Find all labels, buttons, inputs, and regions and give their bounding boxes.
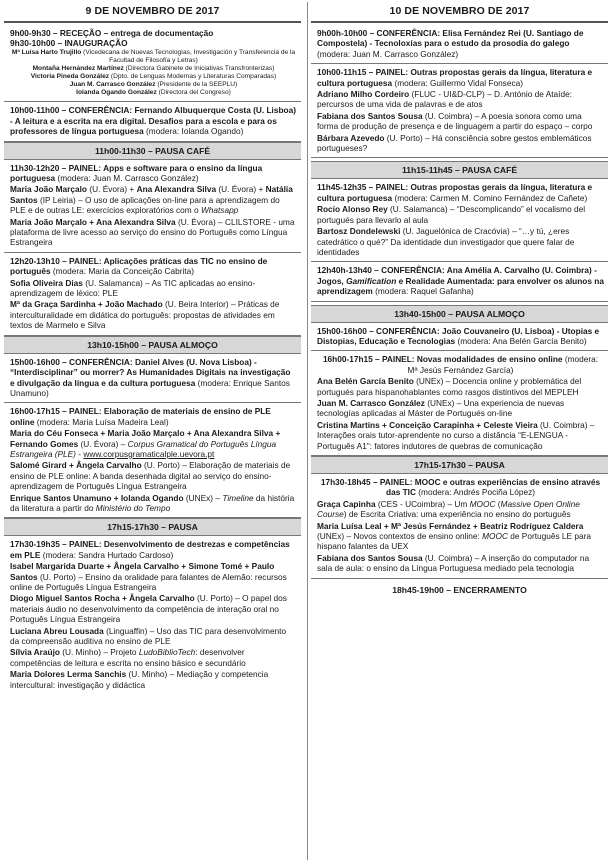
day1-opening (4, 25, 301, 102)
conference-title: 9h00h-10h00 – CONFERÊNCIA: Elisa Fernández Rei (U. Santiago de Compostela) - Tecnoloxías para o estudo da prosodia do galego (317, 28, 584, 49)
day2-coffee-break: 11h15-11h45 – PAUSA CAFÉ (311, 161, 608, 179)
reception-line: 9h00-9h30 – RECEÇÃO – entrega de documentação (10, 28, 214, 38)
presentation: Graça Capinha (CES - UCoimbra) – Um MOOC (Massive Open Online Course) de Escrita Criativa: uma experiência no ensino do português (317, 498, 580, 520)
day1-column (4, 2, 301, 694)
inauguration-line: 9h30-10h00 – INAUGURAÇÃO (10, 38, 128, 49)
moderator: (modera: Iolanda Ogando) (146, 126, 244, 137)
presentation: Juan M. Carrasco González (UNEx) – Una experiencia de nuevas tecnologías aplicadas al Máster de Portugués on-line (317, 397, 565, 419)
opening-speaker: Mª Luísa Harto Trujillo (Vicedecana de Nuevas Tecnologías, Investigación y Transferencia de la Facultad de Filosofía y Letras) (11, 48, 296, 64)
opening-speaker: Iolanda Ogando González (Directora del Congreso) (76, 89, 231, 97)
panel-title: 17h30-18h45 – PAINEL: MOOC e outras experiências de ensino através das TIC (320, 477, 601, 498)
panel-title: 11h45-12h35 – PAINEL: Outras propostas gerais da língua, literatura e cultura portuguesa (317, 182, 593, 203)
moderator: (modera: Maria Luísa Madeira Leal) (36, 416, 169, 427)
day1-conference-1 (4, 102, 301, 141)
moderator: (modera: Andrés Pociña López) (418, 487, 535, 498)
day1-title: 9 DE NOVEMBRO DE 2017 (4, 2, 301, 23)
moderator: (modera: Juan M. Carrasco González) (57, 173, 199, 183)
conference-title: 10h00-11h00 – CONFERÊNCIA: Fernando Albuquerque Costa (U. Lisboa) - A leitura e a escrita na era digital. Desafios para a escola e para os professores de língua portuguesa (10, 105, 296, 137)
panel-title: 10h00-11h15 – PAINEL: Outras propostas gerais da língua, literatura e cultura portuguesa (317, 67, 593, 88)
presentation: Luciana Abreu Lousada (Linguaffin) – Uso das TIC para desenvolvimento da compreensão auditiva no ensino de PLE (10, 625, 287, 647)
presentation: Maria do Céu Fonseca + Maria João Marçalo + Ana Alexandra Silva + Fernando Gomes (U. Évora) – Corpus Gramatical do Português Língua Estrangeira (PLE) - www.corpusgramaticalple.uevora.pt (10, 428, 281, 459)
column-divider (307, 2, 308, 860)
day2-column (311, 2, 608, 598)
day1-conference-2 (4, 354, 301, 404)
day1-break: 17h15-17h30 – PAUSA (4, 518, 301, 536)
presentation: Rocío Alonso Rey (U. Salamanca) – “Descomplicando” el vocalismo del portugués para llevarlo al aula (317, 204, 586, 225)
day2-panel-general-1 (311, 64, 608, 158)
presentation: Sofia Oliveira Dias (U. Salamanca) – As TIC aplicadas ao ensino-aprendizagem de léxico: PLE (10, 277, 256, 299)
panel-title: 11h30-12h20 – PAINEL: Apps e software para o ensino da língua portuguesa (10, 162, 263, 183)
day1-panel-skills (4, 536, 301, 694)
opening-speaker: Juan M. Carrasco González (Presidente de la SEEPLU) (69, 81, 238, 89)
moderator: (modera: Maria da Conceição Cabrita) (52, 266, 194, 277)
presentation: Sílvia Araújo (U. Minho) – Projeto LudoBiblioTech: desenvolver competências de leitura e escrita no ensino básico e secundário (10, 647, 246, 668)
presentation: Ana Belén García Benito (UNEx) – Docencia online y problemática del portugués para hispanohablantes como rasgos distintivos del MEPLEH (317, 376, 582, 397)
presentation: Cristina Martins + Conceição Carapinha + Celeste Vieira (U. Coimbra) – Interações orais tutor-aprendente no curso a distância “E-LENGUA - Português A1”: fatores indutores de quebras de comunicação (317, 419, 595, 451)
presentation: Fabiana dos Santos Sousa (U. Coimbra) – A poesia sonora como uma forma de produção de presença e de linguagem a partir do espaço – corpo (317, 110, 593, 132)
presentation: Bartosz Dondelewski (U. Jaguelónica de Cracóvia) – “…y tú, ¿eres catedrático o qué?” Da identidade dun investigador que quere falar de identidades (317, 226, 575, 257)
day1-coffee-break: 11h00-11h30 – PAUSA CAFÉ (4, 142, 301, 160)
opening-speaker: Montaña Hernández Martínez (Directora Gabinete de Iniciativas Transfronterizas) (32, 65, 275, 72)
moderator: (modera: Ana Belén García Benito) (457, 335, 587, 346)
day2-panel-general-2 (311, 179, 608, 262)
day2-conference-1 (311, 25, 608, 64)
conference-title: 12h40h-13h40 – CONFERÊNCIA: Ana Amélia A. Carvalho (U. Coimbra) - Jogos, Gamification e Realidade Aumentada: para envolver os alunos na aprendizagem (317, 265, 604, 297)
presentation: Isabel Margarida Duarte + Ângela Carvalho + Simone Tomé + Paulo Santos (U. Porto) – Ensino da oralidade para falantes de Alemão: recursos online de Português Língua Estrangeira (10, 561, 287, 592)
moderator: (modera: Raquel Gafanha) (375, 286, 474, 297)
moderator: (modera: Mª Jesús Fernández García) (407, 354, 599, 375)
day2-panel-online (311, 351, 608, 456)
moderator: (modera: Carmen M. Comino Fernández de Cañete) (394, 192, 588, 203)
day2-panel-mooc (311, 474, 608, 579)
presentation: Maria João Marçalo (U. Évora) + Ana Alexandra Silva (U. Évora) + Natália Santos (IP Leiria) – O uso de aplicações on-line para a aprendizagem do PLE e de outras LE: exercícios exploratórios com o Whatsapp (10, 184, 293, 216)
panel-title: 17h30-19h35 – PAINEL: Desenvolvimento de destrezas e competências em PLE (10, 539, 290, 560)
day2-conference-2 (311, 262, 608, 301)
presentation: Fabiana dos Santos Sousa (U. Coimbra) – A inserção do computador na sala de aula: o ensino da Língua Portuguesa mediado pela tecnologia (317, 552, 590, 574)
corpus-link[interactable]: www.corpusgramaticalple.uevora.pt (83, 448, 215, 459)
opening-speaker: Victoria Pineda González (Dpto. de Lenguas Modernas y Literaturas Comparadas) (30, 73, 277, 81)
moderator: (modera: Juan M. Carrasco González) (317, 48, 459, 59)
panel-title: 16h00-17h15 – PAINEL: Novas modalidades de ensino online (322, 354, 563, 365)
presentation: Maria Luísa Leal + Mª Jesús Fernández + Beatriz Rodríguez Caldera (UNEx) – Novos contextos de ensino online: MOOC de Português LE para hispano falantes da UEX (317, 520, 591, 552)
conference-title: 15h00-16h00 – CONFERÊNCIA: Daniel Alves (U. Nova Lisboa) - “Interdisciplinar” ou morrer? As Humanidades Digitais na investigação e divulgação da língua e da cultura portuguesa (10, 356, 291, 388)
day2-title: 10 DE NOVEMBRO DE 2017 (311, 2, 608, 23)
panel-title: 12h20-13h10 – PAINEL: Aplicações práticas das TIC no ensino de português (10, 255, 268, 277)
day2-lunch-break: 13h40-15h00 – PAUSA ALMOÇO (311, 305, 608, 323)
panel-title: 16h00-17h15 – PAINEL: Elaboração de materiais de ensino de PLE online (10, 406, 271, 427)
day1-panel-materials (4, 403, 301, 518)
presentation: Mª da Graça Sardinha + João Machado (U. Beira Interior) – Práticas de interculturalidade em didática do português: propostas de atividades em textos de Marmelo e Silva (10, 299, 280, 331)
presentation: Adriano Milho Cordeiro (FLUC - UI&D-CLP) – D. António de Ataíde: percursos de uma vida de palavras e de atos (317, 89, 572, 110)
presentation: Maria João Marçalo + Ana Alexandra Silva (U. Évora) – CLILSTORE - uma plataforma de livre acesso ao serviço do ensino do Português como Língua Estrangeira (10, 216, 295, 248)
day1-panel-tic (4, 253, 301, 336)
day1-lunch-break: 13h10-15h00 – PAUSA ALMOÇO (4, 336, 301, 354)
conference-title: 15h00-16h00 – CONFERÊNCIA: João Couvaneiro (U. Lisboa) - Utopias e Distopias, Educação e Tecnologias (317, 325, 600, 346)
presentation: Maria Dolores Lerma Sanchis (U. Minho) – Mediação y competencia intercultural: investigação y didáctica (10, 669, 269, 690)
day2-conference-3 (311, 323, 608, 352)
moderator: (modera: Guillermo Vidal Fonseca) (394, 77, 523, 88)
presentation: Enrique Santos Unamuno + Iolanda Ogando (UNEx) – Timeline da história da literatura a partir do Ministério do Tempo (10, 492, 295, 513)
presentation: Diogo Miguel Santos Rocha + Ângela Carvalho (U. Porto) – O papel dos materiais áudio no desenvolvimento da competência de interação oral no Português Língua Estrangeira (10, 593, 287, 625)
day2-closing: 18h45-19h00 – ENCERRAMENTO (311, 579, 608, 598)
moderator: (modera: Sandra Hurtado Cardoso) (42, 549, 174, 560)
presentation: Bárbara Azevedo (U. Porto) – Há consciência sobre gestos emblemáticos portugueses? (317, 132, 592, 154)
moderator: (modera: Enrique Santos Unamuno) (10, 377, 290, 398)
day1-panel-apps (4, 160, 301, 253)
presentation: Salomé Girard + Ângela Carvalho (U. Porto) – Elaboração de materiais de ensino de PLE online: A banda desenhada digital ao serviço do ensino-aprendizagem de Português Língua Estrangeira (10, 460, 291, 492)
day2-break: 17h15-17h30 – PAUSA (311, 456, 608, 474)
